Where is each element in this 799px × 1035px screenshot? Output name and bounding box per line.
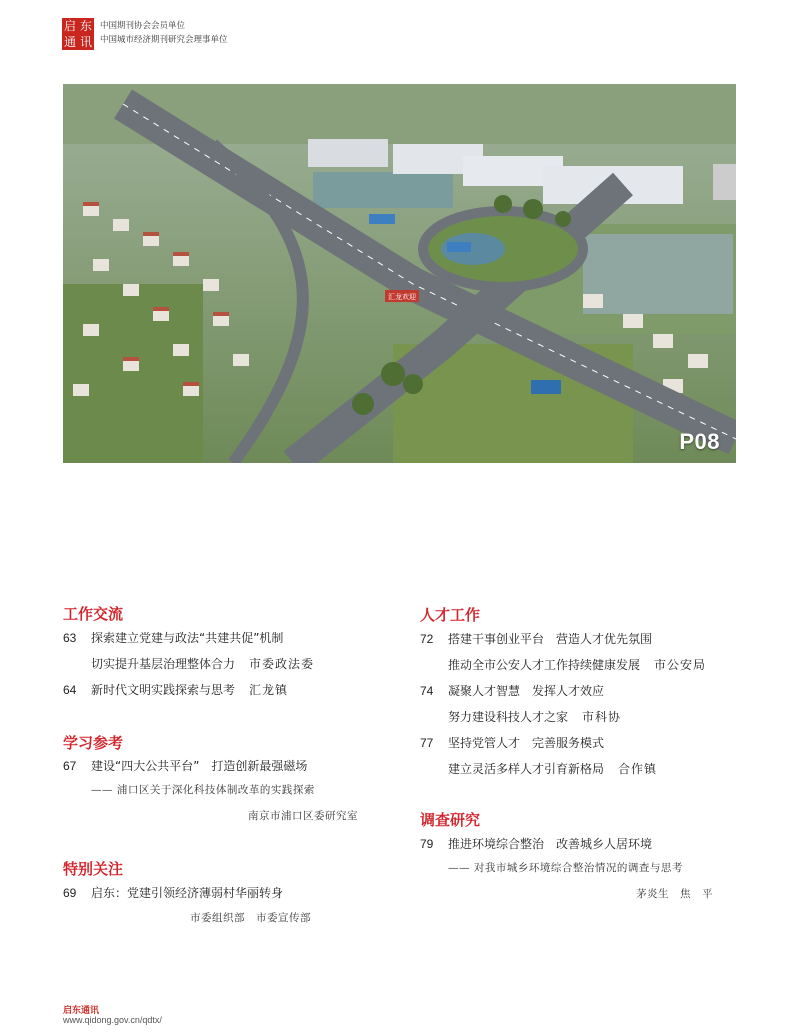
- entry-title: 坚持党管人才 完善服务模式: [448, 736, 605, 750]
- toc-entry-67-subtitle: —— 浦口区关于深化科技体制改革的实践探索: [91, 784, 315, 796]
- toc-entry-72-line2[interactable]: [448, 656, 706, 673]
- section-title-survey: 调查研究: [420, 811, 481, 829]
- magazine-logo: [62, 18, 94, 50]
- logo-char: 通: [63, 35, 76, 49]
- entry-title: 推进环境综合整治 改善城乡人居环境: [448, 837, 653, 851]
- entry-title: 建设“四大公共平台” 打造创新最强磁场: [91, 759, 308, 773]
- entry-author: 合作镇: [618, 762, 658, 776]
- toc-entry-74-line2[interactable]: [448, 708, 621, 725]
- toc-entry-72[interactable]: [420, 630, 652, 647]
- toc-entry-69[interactable]: [63, 884, 283, 901]
- section-title-study: 学习参考: [63, 734, 124, 752]
- affiliation-line-1: 中国期刊协会会员单位: [100, 21, 186, 31]
- entry-title: 启东：党建引领经济薄弱村华丽转身: [91, 886, 284, 900]
- toc-entry-79-author: 茅炎生 焦 平: [636, 888, 713, 900]
- toc-entry-79-subtitle: —— 对我市城乡环境综合整治情况的调查与思考: [448, 862, 683, 874]
- section-title-talent: 人才工作: [420, 606, 481, 624]
- entry-title: 搭建干事创业平台 营造人才优先氛围: [448, 632, 653, 646]
- entry-subtitle: 建立灵活多样人才引育新格局: [448, 762, 605, 776]
- logo-char: 讯: [79, 35, 92, 49]
- logo-char: 东: [79, 19, 92, 33]
- toc-entry-69-author: 市委组织部 市委宣传部: [190, 912, 311, 924]
- page-number: 79: [420, 837, 434, 851]
- entry-subtitle: 努力建设科技人才之家: [448, 710, 569, 724]
- footer-url-link[interactable]: www.qidong.gov.cn/qdtx/: [63, 1015, 162, 1025]
- toc-entry-74[interactable]: [420, 682, 604, 699]
- page-number: 67: [63, 759, 77, 773]
- toc-entry-67[interactable]: [63, 757, 307, 774]
- toc-entry-67-author: 南京市浦口区委研究室: [248, 810, 358, 822]
- affiliation-line-2: 中国城市经济期刊研究会理事单位: [100, 35, 228, 45]
- toc-entry-64[interactable]: [63, 681, 288, 698]
- toc-entry-63[interactable]: [63, 629, 283, 646]
- entry-author: 市公安局: [654, 658, 707, 672]
- toc-entry-77-line2[interactable]: [448, 760, 657, 777]
- page-number: 72: [420, 632, 434, 646]
- hero-aerial-photo: [63, 84, 736, 463]
- page-number: 69: [63, 886, 77, 900]
- page-tag: P08: [679, 429, 720, 454]
- logo-char: 启: [63, 19, 76, 33]
- page-number: 77: [420, 736, 434, 750]
- section-title-special: 特别关注: [63, 860, 124, 878]
- entry-author: 市科协: [582, 710, 622, 724]
- entry-title: 新时代文明实践探索与思考: [91, 683, 236, 697]
- entry-subtitle: 推动全市公安人才工作持续健康发展: [448, 658, 641, 672]
- header-affiliations: [100, 19, 228, 47]
- page-number: 74: [420, 684, 434, 698]
- footer-magazine-name: 启东通讯: [63, 1006, 100, 1016]
- entry-title: 探索建立党建与政法“共建共促”机制: [91, 631, 284, 645]
- toc-entry-79[interactable]: [420, 835, 652, 852]
- section-title-work: 工作交流: [63, 605, 124, 623]
- entry-author: 市委政法委: [249, 657, 315, 671]
- aerial-illustration: [63, 84, 736, 463]
- entry-title: 凝聚人才智慧 发挥人才效应: [448, 684, 605, 698]
- page-number: 63: [63, 631, 77, 645]
- billboard-text: 汇龙欢迎: [388, 293, 416, 301]
- page-number: 64: [63, 683, 77, 697]
- toc-entry-63-line2[interactable]: [91, 655, 314, 672]
- entry-subtitle: 切实提升基层治理整体合力: [91, 657, 236, 671]
- toc-entry-77[interactable]: [420, 734, 604, 751]
- entry-author: 汇龙镇: [249, 683, 289, 697]
